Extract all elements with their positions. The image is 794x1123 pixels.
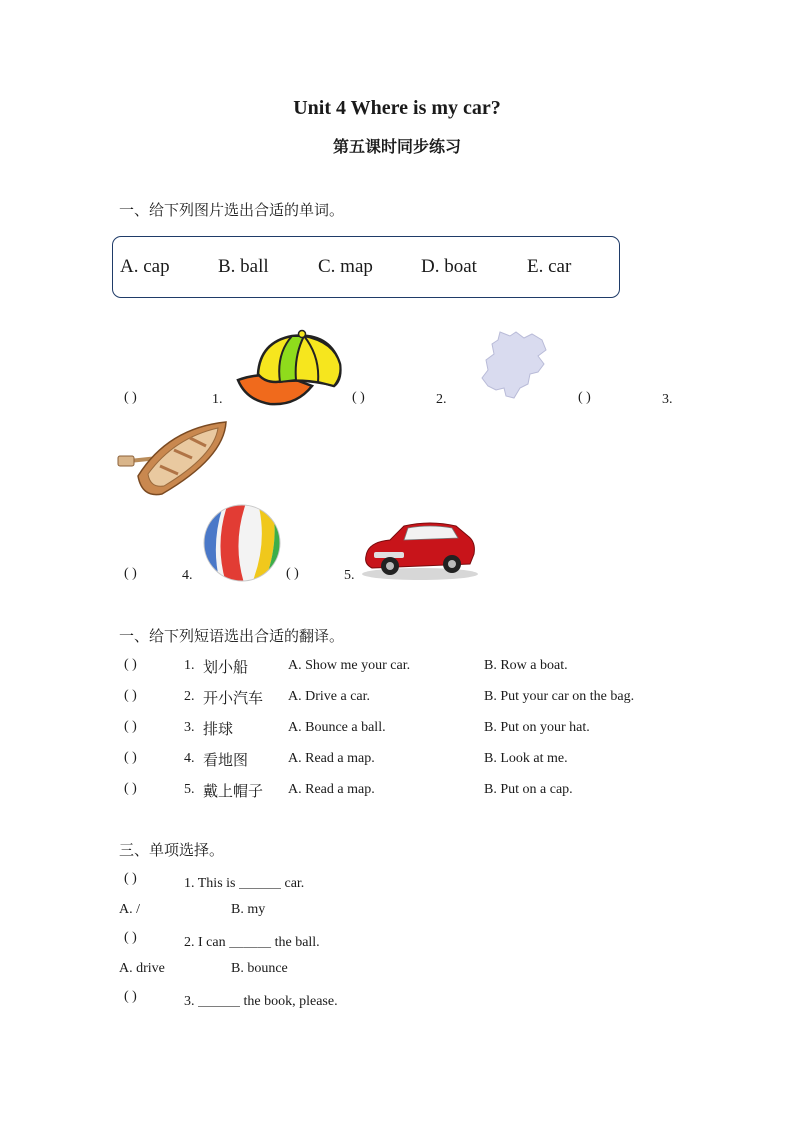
option-b-text: B. Look at me. [484,751,568,766]
question-1: 1. This is ＿＿＿ car. [184,876,305,891]
row-number: 3. [184,720,195,735]
item-number-3: 3. [662,392,673,407]
row-number: 5. [184,782,195,797]
answer-blank-q1[interactable]: ( ) [124,871,137,886]
option-a: A. cap [120,256,170,277]
option-b-text: B. Row a boat. [484,658,568,673]
chinese-phrase: 戴上帽子 [203,782,264,800]
question-2: 2. I can ＿＿＿ the ball. [184,935,320,950]
option-b-text: B. Put on your hat. [484,720,590,735]
q1-option-a: A. / [119,902,140,917]
option-a-text: A. Show me your car. [288,658,411,673]
item-number-2: 2. [436,392,447,407]
option-a-text: A. Read a map. [288,782,375,797]
chinese-phrase: 排球 [203,720,234,738]
chinese-phrase: 看地图 [203,751,249,769]
question-3: 3. ＿＿＿ the book, please. [184,994,338,1009]
option-a-text: A. Bounce a ball. [288,720,386,735]
option-e: E. car [527,256,572,277]
row-number: 2. [184,689,195,704]
q1-option-b: B. my [231,902,266,917]
section-heading-2: 一、给下列短语选出合适的翻译。 [119,627,345,645]
answer-blank-q2[interactable]: ( ) [124,930,137,945]
page-title: Unit 4 Where is my car? [293,97,501,119]
answer-blank[interactable]: ( ) [124,688,137,703]
q2-option-b: B. bounce [231,961,288,976]
option-d: D. boat [421,256,477,277]
answer-blank-1[interactable]: ( ) [124,390,137,405]
chinese-phrase: 划小船 [203,658,249,676]
answer-blank-5[interactable]: ( ) [286,566,299,581]
q2-option-a: A. drive [119,961,165,976]
ball-icon [202,503,282,583]
option-a-text: A. Read a map. [288,751,375,766]
option-c: C. map [318,256,373,277]
item-number-1: 1. [212,392,223,407]
chinese-phrase: 开小汽车 [203,689,264,707]
item-number-4: 4. [182,568,193,583]
answer-blank-3[interactable]: ( ) [578,390,591,405]
section-heading-1: 一、给下列图片选出合适的单词。 [119,201,345,219]
answer-blank[interactable]: ( ) [124,657,137,672]
row-number: 1. [184,658,195,673]
option-a-text: A. Drive a car. [288,689,371,704]
cap-icon [236,328,348,408]
option-b-text: B. Put your car on the bag. [484,689,635,704]
option-b: B. ball [218,256,269,277]
map-icon [480,330,550,402]
answer-blank[interactable]: ( ) [124,750,137,765]
answer-blank[interactable]: ( ) [124,719,137,734]
answer-blank-2[interactable]: ( ) [352,390,365,405]
boat-icon [118,418,230,498]
answer-blank-4[interactable]: ( ) [124,566,137,581]
car-icon [360,512,478,582]
section-heading-3: 三、单项选择。 [119,841,225,859]
answer-blank-q3[interactable]: ( ) [124,989,137,1004]
page-subtitle: 第五课时同步练习 [332,137,461,156]
answer-blank[interactable]: ( ) [124,781,137,796]
item-number-5: 5. [344,568,355,583]
row-number: 4. [184,751,195,766]
option-b-text: B. Put on a cap. [484,782,573,797]
